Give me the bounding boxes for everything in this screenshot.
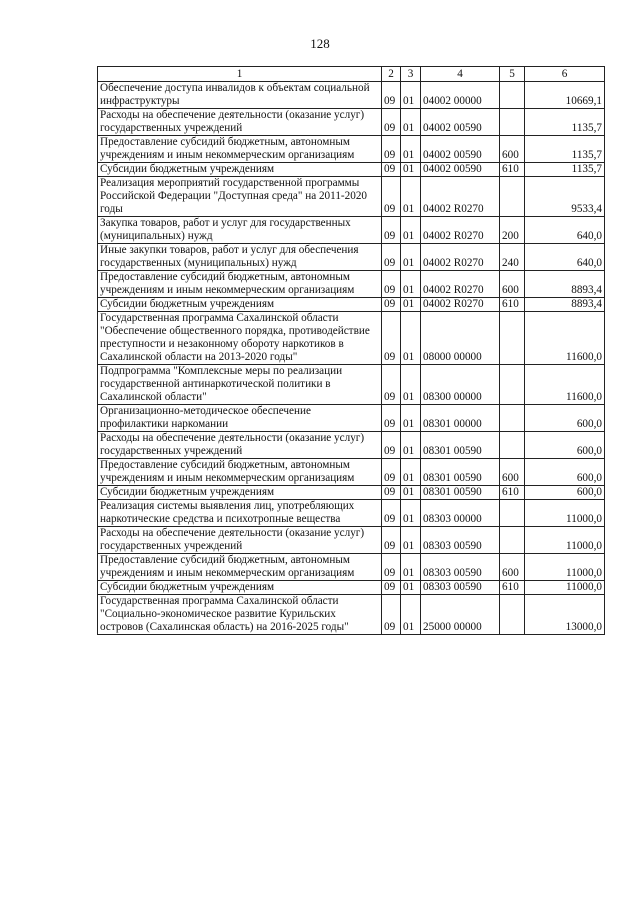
row-sum-cell: 1135,7 (525, 163, 605, 177)
row-col2-cell: 09 (382, 271, 401, 298)
row-col5-cell (500, 405, 525, 432)
row-name-cell: Иные закупки товаров, работ и услуг для обеспечения государственных (муниципальных) нужд (98, 244, 382, 271)
row-col5-cell (500, 595, 525, 635)
row-code-cell: 04002 R0270 (421, 177, 500, 217)
row-name-cell: Субсидии бюджетным учреждениям (98, 581, 382, 595)
row-name-cell: Субсидии бюджетным учреждениям (98, 486, 382, 500)
row-col2-cell: 09 (382, 432, 401, 459)
table-row (98, 554, 605, 581)
row-code-cell: 04002 R0270 (421, 298, 500, 312)
row-col2-cell: 09 (382, 312, 401, 365)
table-row (98, 244, 605, 271)
row-col3-cell: 01 (401, 432, 421, 459)
row-col5-cell (500, 109, 525, 136)
row-col5-cell: 240 (500, 244, 525, 271)
row-col5-cell (500, 312, 525, 365)
row-code-cell: 08301 00000 (421, 405, 500, 432)
row-code-cell: 08000 00000 (421, 312, 500, 365)
row-sum-cell: 8893,4 (525, 271, 605, 298)
row-col2-cell: 09 (382, 136, 401, 163)
row-sum-cell: 600,0 (525, 405, 605, 432)
row-sum-cell: 640,0 (525, 244, 605, 271)
row-col3-cell: 01 (401, 271, 421, 298)
row-name-cell: Расходы на обеспечение деятельности (оказание услуг) государственных учреждений (98, 109, 382, 136)
row-name-cell: Подпрограмма "Комплексные меры по реализации государственной антинаркотической политики в Сахалинской области" (98, 365, 382, 405)
row-col3-cell: 01 (401, 500, 421, 527)
row-col3-cell: 01 (401, 298, 421, 312)
table-row (98, 365, 605, 405)
row-code-cell: 04002 R0270 (421, 244, 500, 271)
row-sum-cell: 11600,0 (525, 312, 605, 365)
row-col3-cell: 01 (401, 459, 421, 486)
row-col5-cell: 610 (500, 163, 525, 177)
column-header: 2 (382, 67, 401, 82)
row-name-cell: Закупка товаров, работ и услуг для государственных (муниципальных) нужд (98, 217, 382, 244)
row-col5-cell: 610 (500, 581, 525, 595)
table-row (98, 271, 605, 298)
row-col5-cell (500, 82, 525, 109)
row-sum-cell: 13000,0 (525, 595, 605, 635)
row-name-cell: Обеспечение доступа инвалидов к объектам социальной инфраструктуры (98, 82, 382, 109)
table-row (98, 163, 605, 177)
row-col2-cell: 09 (382, 177, 401, 217)
row-name-cell: Предоставление субсидий бюджетным, автономным учреждениям и иным некоммерческим организациям (98, 271, 382, 298)
column-header: 5 (500, 67, 525, 82)
row-col5-cell: 610 (500, 298, 525, 312)
row-col2-cell: 09 (382, 298, 401, 312)
row-code-cell: 08303 00590 (421, 554, 500, 581)
row-name-cell: Предоставление субсидий бюджетным, автономным учреждениям и иным некоммерческим организациям (98, 554, 382, 581)
row-col2-cell: 09 (382, 554, 401, 581)
row-col2-cell: 09 (382, 82, 401, 109)
row-name-cell: Реализация системы выявления лиц, употребляющих наркотические средства и психотропные вещества (98, 500, 382, 527)
row-sum-cell: 600,0 (525, 432, 605, 459)
row-name-cell: Организационно-методическое обеспечение профилактики наркомании (98, 405, 382, 432)
row-code-cell: 04002 00000 (421, 82, 500, 109)
row-sum-cell: 8893,4 (525, 298, 605, 312)
row-name-cell: Предоставление субсидий бюджетным, автономным учреждениям и иным некоммерческим организациям (98, 136, 382, 163)
row-code-cell: 08300 00000 (421, 365, 500, 405)
row-code-cell: 08303 00590 (421, 581, 500, 595)
row-col2-cell: 09 (382, 405, 401, 432)
row-col3-cell: 01 (401, 554, 421, 581)
row-code-cell: 25000 00000 (421, 595, 500, 635)
row-sum-cell: 640,0 (525, 217, 605, 244)
row-col2-cell: 09 (382, 365, 401, 405)
table-header-row (98, 67, 605, 82)
row-sum-cell: 11600,0 (525, 365, 605, 405)
row-col5-cell: 600 (500, 554, 525, 581)
row-col3-cell: 01 (401, 405, 421, 432)
row-sum-cell: 1135,7 (525, 109, 605, 136)
table-row (98, 109, 605, 136)
row-name-cell: Реализация мероприятий государственной программы Российской Федерации "Доступная среда" на 2011-2020 годы (98, 177, 382, 217)
row-col2-cell: 09 (382, 527, 401, 554)
row-col3-cell: 01 (401, 163, 421, 177)
row-col5-cell: 600 (500, 136, 525, 163)
row-name-cell: Субсидии бюджетным учреждениям (98, 163, 382, 177)
row-col3-cell: 01 (401, 244, 421, 271)
row-col3-cell: 01 (401, 177, 421, 217)
row-name-cell: Предоставление субсидий бюджетным, автономным учреждениям и иным некоммерческим организациям (98, 459, 382, 486)
table-row (98, 459, 605, 486)
column-header: 3 (401, 67, 421, 82)
row-name-cell: Расходы на обеспечение деятельности (оказание услуг) государственных учреждений (98, 527, 382, 554)
table-row (98, 486, 605, 500)
row-sum-cell: 1135,7 (525, 136, 605, 163)
row-code-cell: 08301 00590 (421, 432, 500, 459)
table-row (98, 298, 605, 312)
row-code-cell: 04002 R0270 (421, 217, 500, 244)
row-sum-cell: 11000,0 (525, 554, 605, 581)
row-sum-cell: 10669,1 (525, 82, 605, 109)
row-col3-cell: 01 (401, 312, 421, 365)
row-code-cell: 04002 R0270 (421, 271, 500, 298)
row-col5-cell: 600 (500, 271, 525, 298)
row-sum-cell: 11000,0 (525, 581, 605, 595)
column-header: 4 (421, 67, 500, 82)
table-row (98, 177, 605, 217)
row-sum-cell: 9533,4 (525, 177, 605, 217)
row-col5-cell (500, 365, 525, 405)
row-col5-cell (500, 500, 525, 527)
row-col5-cell (500, 177, 525, 217)
row-sum-cell: 600,0 (525, 486, 605, 500)
table-row (98, 500, 605, 527)
row-col2-cell: 09 (382, 244, 401, 271)
row-col2-cell: 09 (382, 163, 401, 177)
row-col5-cell: 200 (500, 217, 525, 244)
table-row (98, 405, 605, 432)
row-col3-cell: 01 (401, 109, 421, 136)
row-col2-cell: 09 (382, 595, 401, 635)
table-row (98, 312, 605, 365)
table-row (98, 217, 605, 244)
row-col2-cell: 09 (382, 500, 401, 527)
row-name-cell: Расходы на обеспечение деятельности (оказание услуг) государственных учреждений (98, 432, 382, 459)
table-row (98, 527, 605, 554)
row-code-cell: 08301 00590 (421, 486, 500, 500)
row-sum-cell: 11000,0 (525, 500, 605, 527)
row-col5-cell: 600 (500, 459, 525, 486)
row-sum-cell: 11000,0 (525, 527, 605, 554)
row-col3-cell: 01 (401, 486, 421, 500)
column-header: 1 (98, 67, 382, 82)
row-col2-cell: 09 (382, 459, 401, 486)
row-code-cell: 08303 00590 (421, 527, 500, 554)
table-row (98, 432, 605, 459)
row-col3-cell: 01 (401, 581, 421, 595)
row-name-cell: Государственная программа Сахалинской области "Обеспечение общественного порядка, противодействие преступности и незаконному обороту наркотиков в Сахалинской области на 2013-2020 годы" (98, 312, 382, 365)
page-number: 128 (310, 36, 330, 51)
row-code-cell: 04002 00590 (421, 109, 500, 136)
row-col2-cell: 09 (382, 217, 401, 244)
row-code-cell: 08303 00000 (421, 500, 500, 527)
row-code-cell: 04002 00590 (421, 163, 500, 177)
table-row (98, 595, 605, 635)
row-code-cell: 04002 00590 (421, 136, 500, 163)
row-name-cell: Субсидии бюджетным учреждениям (98, 298, 382, 312)
row-code-cell: 08301 00590 (421, 459, 500, 486)
row-col3-cell: 01 (401, 595, 421, 635)
row-col3-cell: 01 (401, 217, 421, 244)
row-col2-cell: 09 (382, 109, 401, 136)
row-col3-cell: 01 (401, 365, 421, 405)
budget-table (97, 66, 605, 635)
row-col3-cell: 01 (401, 527, 421, 554)
table-row (98, 581, 605, 595)
row-col3-cell: 01 (401, 82, 421, 109)
row-col5-cell (500, 432, 525, 459)
row-col2-cell: 09 (382, 486, 401, 500)
row-col5-cell: 610 (500, 486, 525, 500)
table-row (98, 136, 605, 163)
row-col5-cell (500, 527, 525, 554)
table-row (98, 82, 605, 109)
column-header: 6 (525, 67, 605, 82)
row-col2-cell: 09 (382, 581, 401, 595)
row-name-cell: Государственная программа Сахалинской области "Социально-экономическое развитие Курильских островов (Сахалинская область) на 2016-2025 годы" (98, 595, 382, 635)
row-sum-cell: 600,0 (525, 459, 605, 486)
row-col3-cell: 01 (401, 136, 421, 163)
